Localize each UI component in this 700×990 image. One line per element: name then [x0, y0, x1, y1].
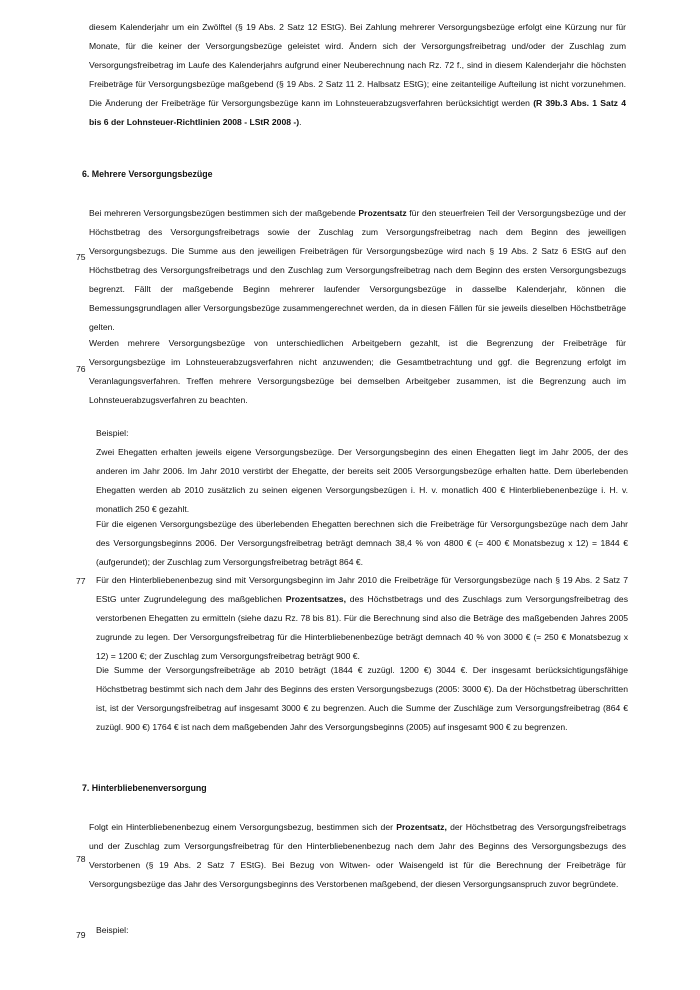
- paragraph-rz78: Folgt ein Hinterbliebenenbezug einem Versorgungsbezug, bestimmen sich der Prozentsatz, der Höchstbetrag des Versorgungsfreibetrags und der Zuschlag zum Versorgungsfreibetrag für den Hinterbliebenenbezug nach dem Jahr des Beginns des Versorgungsbezugs des Verstorbenen (§ 19 Abs. 2 Satz 7 EStG). Bei Bezug von Witwen- oder Waisengeld ist für die Berechnung der Freibeträge für Versorgungsbezüge das Jahr des Versorgungsbeginns des Verstorbenen maßgebend, der diesen Versorgungsanspruch zuvor begründete.: [89, 822, 627, 889]
- intro-paragraph: diesem Kalenderjahr um ein Zwölftel (§ 19 Abs. 2 Satz 12 EStG). Bei Zahlung mehrerer Versorgungsbezüge erfolgt eine Kürzung nur für Monate, für die keiner der Versorgungsbezüge geleistet wird. Ändern sich der Versorgungsfreibetrag und/oder der Zuschlag zum Versorgungsfreibetrag im Laufe des Kalenderjahrs aufgrund einer Neuberechnung nach Rz. 72 f., sind in diesem Kalenderjahr die höchsten Freibeträge für Versorgungsbezüge maßgebend (§ 19 Abs. 2 Satz 11 2. Halbsatz EStG); eine zeitanteilige Aufteilung ist nicht vorzunehmen. Die Änderung der Freibeträge für Versorgungsbezüge kann im Lohnsteuerabzugsverfahren berücksichtigt werden (R 39b.3 Abs. 1 Satz 4 bis 6 der Lohnsteuer-Richtlinien 2008 - LStR 2008 -).: [89, 22, 627, 127]
- section-6-heading: 6. Mehrere Versorgungsbezüge: [82, 169, 213, 179]
- margin-number-79: 79: [76, 930, 86, 940]
- example-paragraph-2: Für die eigenen Versorgungsbezüge des überlebenden Ehegatten berechnen sich die Freibeträge für Versorgungsbezüge nach dem Jahr des Versorgungsbeginns 2006. Der Versorgungsfreibetrag beträgt demnach 38,4 % von 4800 € (= 400 € Monatsbezug x 12) = 1844 € (aufgerundet); der Zuschlag zum Versorgungsfreibetrag beträgt 864 €.: [96, 519, 628, 567]
- example-paragraph-1: Zwei Ehegatten erhalten jeweils eigene Versorgungsbezüge. Der Versorgungsbeginn des einen Ehegatten liegt im Jahr 2005, der des anderen im Jahr 2006. Im Jahr 2010 verstirbt der Ehegatte, der bereits seit 2005 Versorgungsbezüge erhalten hatte. Dem überlebenden Ehegatten werden ab 2010 zusätzlich zu seinen eigenen Versorgungsbezügen i. H. v. monatlich 400 € Hinterbliebenenbezüge i. H. v. monatlich 250 € gezahlt.: [96, 447, 628, 514]
- example-paragraph-4: Die Summe der Versorgungsfreibeträge ab 2010 beträgt (1844 € zuzügl. 1200 €) 3044 €. Der insgesamt berücksichtigungsfähige Höchstbetrag bestimmt sich nach dem Jahr des Beginns des ersten Versorgungsbezugs (2005: 3000 €). Da der Höchstbetrag überschritten ist, ist der Versorgungsfreibetrag auf insgesamt 3000 € zu begrenzen. Auch die Summe der Zuschläge zum Versorgungsfreibetrag (864 € zuzügl. 900 €) 1764 € ist nach dem maßgebenden Jahr des Versorgungsbeginns (2005) auf insgesamt 900 € zu begrenzen.: [96, 665, 628, 732]
- margin-number-78: 78: [76, 854, 86, 864]
- example-paragraph-3: Für den Hinterbliebenenbezug sind mit Versorgungsbeginn im Jahr 2010 die Freibeträge für Versorgungsbezüge nach § 19 Abs. 2 Satz 7 EStG unter Zugrundelegung des maßgeblichen Prozentsatzes, des Höchstbetrags und des Zuschlags zum Versorgungsfreibetrag des verstorbenen Ehegatten zu ermitteln (siehe dazu Rz. 78 bis 81). Für die Berechnung sind also die Beträge des maßgebenden Jahres 2005 zugrunde zu legen. Der Versorgungsfreibetrag für die Hinterbliebenenbezüge beträgt demnach 40 % von 3000 € (= 250 € Monatsbezug x 12) = 1200 €; der Zuschlag zum Versorgungsfreibetrag beträgt 900 €.: [96, 575, 628, 661]
- paragraph-rz75: Bei mehreren Versorgungsbezügen bestimmen sich der maßgebende Prozentsatz für den steuerfreien Teil der Versorgungsbezüge und der Höchstbetrag des Versorgungsfreibetrags sowie der Zuschlag zum Versorgungsfreibetrag nach dem Beginn des jeweiligen Versorgungsbezugs. Die Summe aus den jeweiligen Freibeträgen für Versorgungsbezüge wird nach § 19 Abs. 2 Satz 6 EStG auf den Höchstbetrag des Versorgungsfreibetrags und den Zuschlag zum Versorgungsfreibetrag nach dem Beginn des ersten Versorgungsbezugs begrenzt. Fällt der maßgebende Beginn mehrerer laufender Versorgungsbezüge in dasselbe Kalenderjahr, können die Bemessungsgrundlagen aller Versorgungsbezüge zusammengerechnet werden, da in diesen Fällen für sie jeweils dieselben Höchstbeträge gelten.: [89, 208, 627, 332]
- margin-number-76: 76: [76, 364, 86, 374]
- margin-number-77: 77: [76, 576, 86, 586]
- example-label-rz77: Beispiel:: [96, 428, 129, 438]
- section-7-heading: 7. Hinterbliebenenversorgung: [82, 783, 207, 793]
- example-label-rz79: Beispiel:: [96, 925, 129, 935]
- margin-number-75: 75: [76, 252, 86, 262]
- paragraph-rz76: Werden mehrere Versorgungsbezüge von unterschiedlichen Arbeitgebern gezahlt, ist die Begrenzung der Freibeträge für Versorgungsbezüge im Lohnsteuerabzugsverfahren nicht anzuwenden; die Gesamtbetrachtung und ggf. die Begrenzung erfolgt im Veranlagungsverfahren. Treffen mehrere Versorgungsbezüge bei demselben Arbeitgeber zusammen, ist die Begrenzung auch im Lohnsteuerabzugsverfahren zu beachten.: [89, 338, 626, 405]
